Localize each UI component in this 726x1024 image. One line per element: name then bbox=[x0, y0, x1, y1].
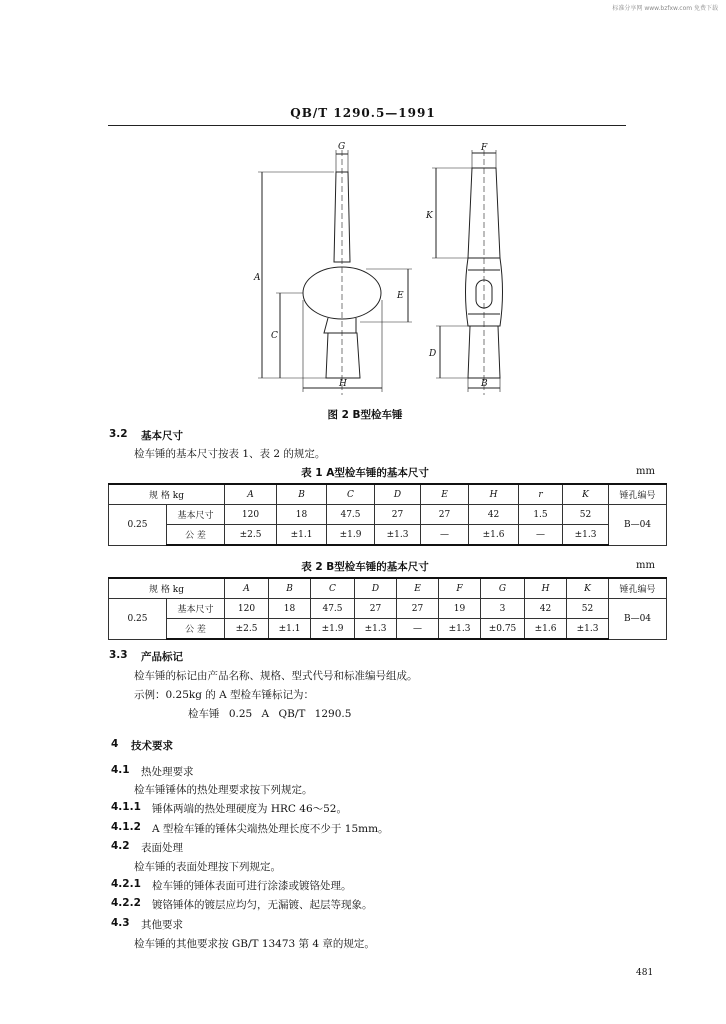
page-number: 481 bbox=[636, 968, 654, 978]
table-cell: 18 bbox=[269, 599, 311, 619]
sec-4-1-2-text: A 型检车锤的锤体尖端热处理长度不少于 15mm。 bbox=[152, 823, 389, 835]
table1-unit: mm bbox=[636, 466, 655, 477]
sec-4-3-title: 其他要求 bbox=[141, 919, 183, 931]
table-cell: 基本尺寸 bbox=[167, 599, 225, 619]
table-cell: ±2.5 bbox=[225, 619, 269, 640]
table-cell: F bbox=[439, 578, 481, 599]
table-cell: 公 差 bbox=[167, 525, 225, 546]
table-cell: 27 bbox=[355, 599, 397, 619]
sec-4-2-2-num: 4.2.2 bbox=[111, 897, 141, 909]
table-cell: 19 bbox=[439, 599, 481, 619]
table-cell: ±1.3 bbox=[563, 525, 609, 546]
table-cell: ±1.3 bbox=[355, 619, 397, 640]
table-cell: 1.5 bbox=[519, 505, 563, 525]
figure-caption: 图 2 B型检车锤 bbox=[327, 409, 403, 421]
sec-4-1-2-num: 4.1.2 bbox=[111, 821, 141, 833]
table-cell: B bbox=[277, 484, 327, 505]
sec-3-3-mark: 检车锤 0.25 A QB/T 1290.5 bbox=[188, 708, 352, 720]
sec-4-2-num: 4.2 bbox=[111, 840, 130, 852]
table-cell: ±1.1 bbox=[269, 619, 311, 640]
label-k: K bbox=[426, 211, 433, 221]
table-cell: E bbox=[397, 578, 439, 599]
table1-caption: 表 1 A型检车锤的基本尺寸 bbox=[301, 467, 429, 479]
table-cell: 52 bbox=[563, 505, 609, 525]
sec-4-1-text: 检车锤锤体的热处理要求按下列规定。 bbox=[134, 784, 313, 796]
sec-3-3-example: 示例：0.25kg 的 A 型检车锤标记为： bbox=[134, 689, 315, 701]
table-cell: — bbox=[519, 525, 563, 546]
table-cell: ±1.9 bbox=[311, 619, 355, 640]
page-header: QB/T 1290.5—1991 bbox=[290, 106, 436, 120]
sec-3-2-title: 基本尺寸 bbox=[141, 430, 183, 442]
table-cell: 52 bbox=[567, 599, 609, 619]
table-cell: 47.5 bbox=[327, 505, 375, 525]
table-cell: H bbox=[469, 484, 519, 505]
label-c: C bbox=[271, 331, 278, 341]
sec-3-2-text: 检车锤的基本尺寸按表 1、表 2 的规定。 bbox=[134, 448, 326, 460]
table-cell: 42 bbox=[469, 505, 519, 525]
table-cell: 公 差 bbox=[167, 619, 225, 640]
sec-3-2-num: 3.2 bbox=[109, 428, 128, 440]
table-cell: 120 bbox=[225, 505, 277, 525]
table2 bbox=[108, 577, 667, 640]
table-cell: E bbox=[421, 484, 469, 505]
label-h: H bbox=[339, 379, 347, 389]
lower-face bbox=[326, 333, 360, 378]
table-cell: ±1.3 bbox=[375, 525, 421, 546]
hammer-head-oval bbox=[303, 267, 381, 319]
t1-spec-value: 0.25 bbox=[109, 505, 167, 546]
sec-4-2-2-text: 镀铬锤体的镀层应均匀，无漏镀、起层等现象。 bbox=[152, 899, 373, 911]
sec-4-1-num: 4.1 bbox=[111, 764, 130, 776]
label-f: F bbox=[481, 143, 488, 153]
table-cell: ±1.1 bbox=[277, 525, 327, 546]
label-g: G bbox=[338, 142, 346, 152]
table-cell: — bbox=[397, 619, 439, 640]
label-d: D bbox=[429, 349, 437, 359]
table-cell: ±1.6 bbox=[525, 619, 567, 640]
table-cell: G bbox=[481, 578, 525, 599]
table-cell: C bbox=[311, 578, 355, 599]
t1-spec-header: 规 格 kg bbox=[109, 484, 225, 505]
t2-spec-header: 规 格 kg bbox=[109, 578, 225, 599]
sec-4-num: 4 bbox=[111, 738, 119, 750]
label-a: A bbox=[254, 273, 261, 283]
table-cell: K bbox=[563, 484, 609, 505]
table-cell: 47.5 bbox=[311, 599, 355, 619]
table-cell: C bbox=[327, 484, 375, 505]
sec-3-3-num: 3.3 bbox=[109, 649, 128, 661]
sec-4-1-title: 热处理要求 bbox=[141, 766, 194, 778]
table-cell: ±0.75 bbox=[481, 619, 525, 640]
table-cell: — bbox=[421, 525, 469, 546]
t2-hole-value: B—04 bbox=[609, 599, 667, 640]
sec-3-3-text: 检车锤的标记由产品名称、规格、型式代号和标准编号组成。 bbox=[134, 670, 418, 682]
table-cell: 27 bbox=[397, 599, 439, 619]
table-cell: K bbox=[567, 578, 609, 599]
t1-hole-header: 锤孔编号 bbox=[609, 484, 667, 505]
table-cell: 120 bbox=[225, 599, 269, 619]
table-cell: D bbox=[375, 484, 421, 505]
table-cell: r bbox=[519, 484, 563, 505]
sec-4-2-text: 检车锤的表面处理按下列规定。 bbox=[134, 861, 281, 873]
watermark: 标准分享网 www.bzfxw.com 免费下载 bbox=[612, 5, 718, 12]
sec-4-2-1-text: 检车锤的锤体表面可进行涂漆或镀铬处理。 bbox=[152, 880, 352, 892]
table1 bbox=[108, 483, 667, 546]
table-cell: 3 bbox=[481, 599, 525, 619]
sec-4-2-title: 表面处理 bbox=[141, 842, 183, 854]
table-cell: A bbox=[225, 578, 269, 599]
table-cell: A bbox=[225, 484, 277, 505]
table-cell: B bbox=[269, 578, 311, 599]
table2-unit: mm bbox=[636, 560, 655, 571]
table-cell: 27 bbox=[421, 505, 469, 525]
table-cell: ±1.3 bbox=[439, 619, 481, 640]
table-cell: 18 bbox=[277, 505, 327, 525]
table-cell: 基本尺寸 bbox=[167, 505, 225, 525]
sec-4-2-1-num: 4.2.1 bbox=[111, 878, 141, 890]
sec-4-3-num: 4.3 bbox=[111, 917, 130, 929]
table-cell: 42 bbox=[525, 599, 567, 619]
label-e: E bbox=[397, 291, 404, 301]
hammer-drawing bbox=[0, 0, 726, 410]
table-cell: ±1.6 bbox=[469, 525, 519, 546]
table2-caption: 表 2 B型检车锤的基本尺寸 bbox=[301, 561, 429, 573]
t1-hole-value: B—04 bbox=[609, 505, 667, 546]
sec-3-3-title: 产品标记 bbox=[141, 651, 183, 663]
label-b: B bbox=[481, 379, 488, 389]
table-cell: ±2.5 bbox=[225, 525, 277, 546]
t2-hole-header: 锤孔编号 bbox=[609, 578, 667, 599]
table-cell: H bbox=[525, 578, 567, 599]
sec-4-1-1-text: 锤体两端的热处理硬度为 HRC 46～52。 bbox=[152, 803, 347, 815]
table-cell: ±1.3 bbox=[567, 619, 609, 640]
table-cell: D bbox=[355, 578, 397, 599]
t2-spec-value: 0.25 bbox=[109, 599, 167, 640]
sec-4-title: 技术要求 bbox=[131, 740, 173, 752]
sec-4-1-1-num: 4.1.1 bbox=[111, 801, 141, 813]
table-cell: 27 bbox=[375, 505, 421, 525]
table-cell: ±1.9 bbox=[327, 525, 375, 546]
sec-4-3-text: 检车锤的其他要求按 GB/T 13473 第 4 章的规定。 bbox=[134, 938, 375, 950]
